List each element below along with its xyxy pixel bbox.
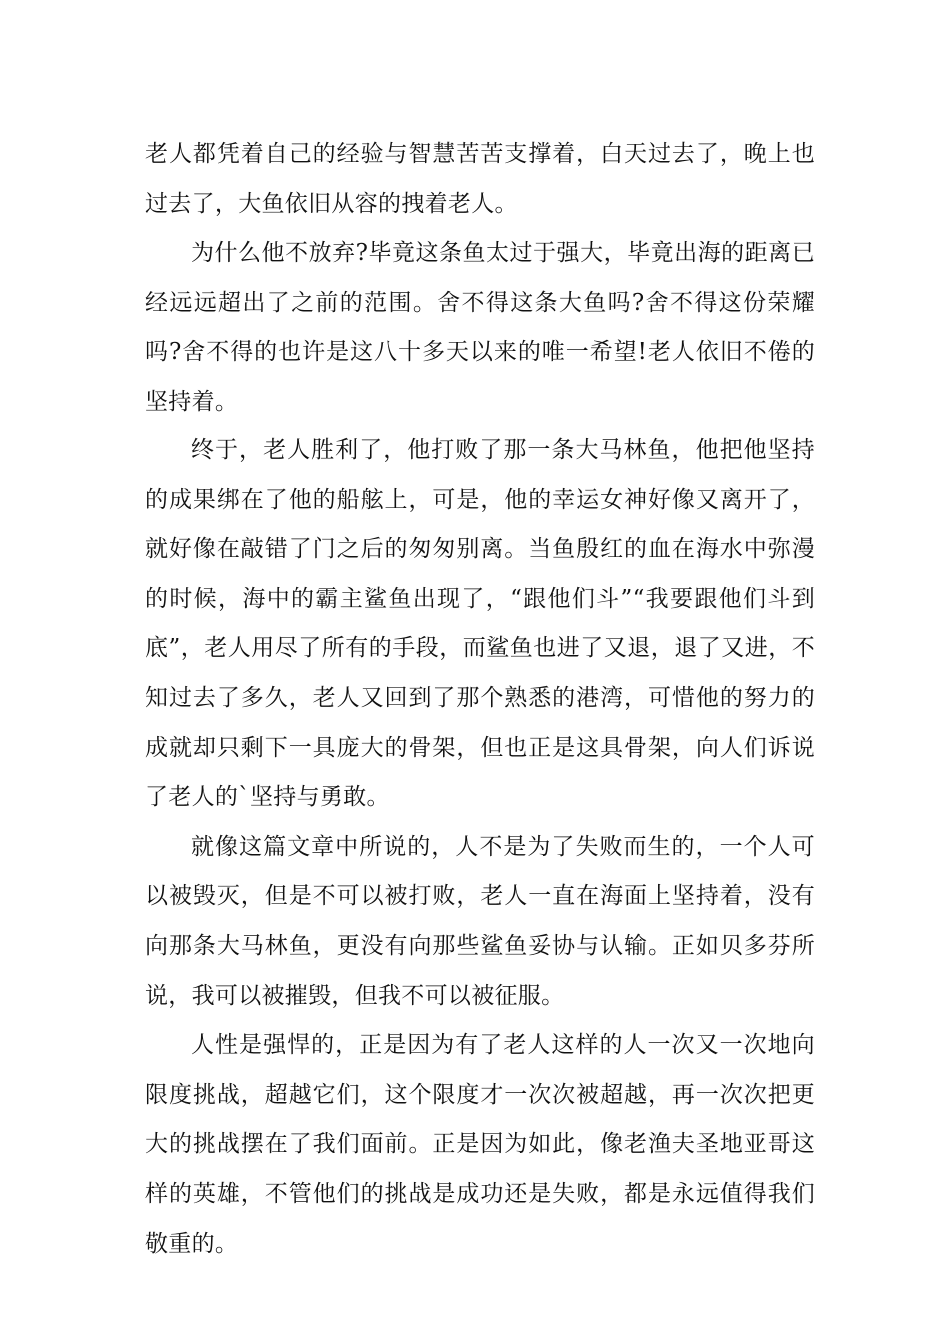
text-block-upper bbox=[145, 130, 815, 428]
paragraph-1: 老人都凭着自己的经验与智慧苦苦支撑着，白天过去了，晚上也过去了，大鱼依旧从容的拽着老人。 bbox=[145, 141, 815, 217]
text-block-lower bbox=[145, 426, 815, 1269]
paragraph-3: 终于，老人胜利了，他打败了那一条大马林鱼，他把他坚持的成果绑在了他的船舷上，可是，他的幸运女神好像又离开了，就好像在敲错了门之后的匆匆别离。当鱼殷红的血在海水中弥漫的时候，海中的霸主鲨鱼出现了，“跟他们斗”“我要跟他们斗到底”，老人用尽了所有的手段，而鲨鱼也进了又退，退了又进，不知过去了多久，老人又回到了那个熟悉的港湾，可惜他的努力的成就却只剩下一具庞大的骨架，但也正是这具骨架，向人们诉说了老人的`坚持与勇敢。 bbox=[145, 437, 815, 811]
paragraph-4: 就像这篇文章中所说的，人不是为了失败而生的，一个人可以被毁灭，但是不可以被打败，老人一直在海面上坚持着，没有向那条大马林鱼，更没有向那些鲨鱼妥协与认输。正如贝多芬所说，我可以被摧毁，但我不可以被征服。 bbox=[145, 833, 815, 1009]
paragraph-5: 人性是强悍的，正是因为有了老人这样的人一次又一次地向限度挑战，超越它们，这个限度才一次次被超越，再一次次把更大的挑战摆在了我们面前。正是因为如此，像老渔夫圣地亚哥这样的英雄，不管他们的挑战是成功还是失败，都是永远值得我们敬重的。 bbox=[145, 1032, 815, 1257]
paragraph-2: 为什么他不放弃?毕竟这条鱼太过于强大，毕竟出海的距离已经远远超出了之前的范围。舍不得这条大鱼吗?舍不得这份荣耀吗?舍不得的也许是这八十多天以来的唯一希望!老人依旧不倦的坚持着。 bbox=[145, 240, 815, 415]
